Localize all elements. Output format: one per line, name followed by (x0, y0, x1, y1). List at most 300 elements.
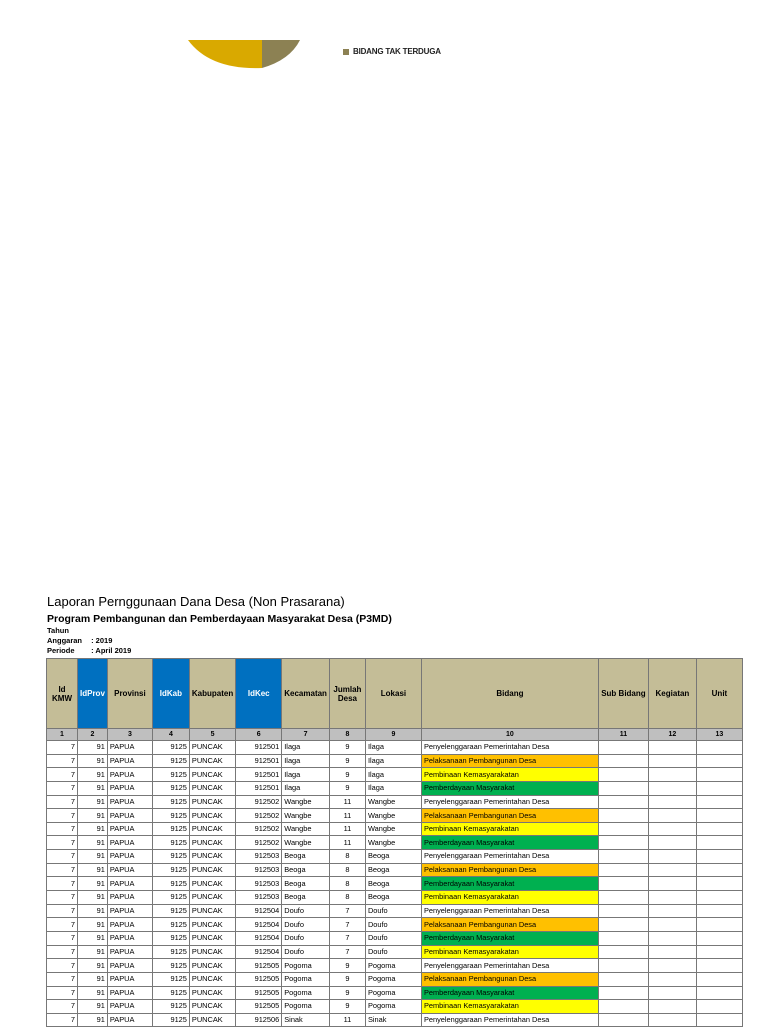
cell-bidang: Penyelenggaraan Pemerintahan Desa (421, 904, 598, 918)
cell-empty (648, 959, 696, 973)
cell-kab_id: 9125 (152, 863, 189, 877)
cell-prov: PAPUA (107, 904, 152, 918)
cell-kab: PUNCAK (189, 1013, 235, 1027)
cell-bidang: Pemberdayaan Masyarakat (421, 931, 598, 945)
cell-jml: 7 (329, 931, 365, 945)
cell-prov: PAPUA (107, 850, 152, 864)
cell-jml: 9 (329, 754, 365, 768)
cell-kec: Wangbe (282, 822, 330, 836)
cell-empty (598, 863, 648, 877)
cell-kec: Wangbe (282, 836, 330, 850)
cell-bidang: Pembinaan Kemasyarakatan (421, 768, 598, 782)
cell-kmw: 7 (47, 781, 78, 795)
cell-prov_id: 91 (78, 891, 108, 905)
cell-empty (598, 741, 648, 755)
cell-lokasi: Wangbe (365, 809, 421, 823)
column-number: 4 (152, 729, 189, 741)
cell-bidang: Pembinaan Kemasyarakatan (421, 822, 598, 836)
cell-kec: Beoga (282, 863, 330, 877)
cell-bidang: Pembinaan Kemasyarakatan (421, 945, 598, 959)
cell-bidang: Penyelenggaraan Pemerintahan Desa (421, 1013, 598, 1027)
table-row (47, 809, 743, 823)
cell-kab: PUNCAK (189, 809, 235, 823)
cell-empty (696, 741, 742, 755)
cell-kmw: 7 (47, 1013, 78, 1027)
pie-slice-olive (262, 40, 300, 68)
column-number: 9 (365, 729, 421, 741)
cell-kab_id: 9125 (152, 795, 189, 809)
cell-kab: PUNCAK (189, 850, 235, 864)
cell-lokasi: Pogoma (365, 986, 421, 1000)
cell-kab_id: 9125 (152, 1013, 189, 1027)
cell-prov_id: 91 (78, 1013, 108, 1027)
header-row (47, 659, 743, 729)
cell-empty (696, 822, 742, 836)
column-header: Sub Bidang (598, 659, 648, 729)
cell-empty (598, 754, 648, 768)
table-row (47, 754, 743, 768)
cell-empty (598, 809, 648, 823)
cell-bidang: Penyelenggaraan Pemerintahan Desa (421, 959, 598, 973)
table-row (47, 741, 743, 755)
cell-kec: Doufo (282, 904, 330, 918)
cell-kec: Wangbe (282, 809, 330, 823)
cell-kab: PUNCAK (189, 795, 235, 809)
cell-prov: PAPUA (107, 795, 152, 809)
table-row (47, 904, 743, 918)
cell-kec: Ilaga (282, 768, 330, 782)
cell-kmw: 7 (47, 795, 78, 809)
cell-kec_id: 912504 (236, 931, 282, 945)
cell-lokasi: Ilaga (365, 768, 421, 782)
report-subtitle: Program Pembangunan dan Pemberdayaan Masyarakat Desa (P3MD) (47, 613, 392, 625)
cell-kab_id: 9125 (152, 822, 189, 836)
cell-empty (696, 945, 742, 959)
cell-empty (696, 863, 742, 877)
cell-empty (696, 768, 742, 782)
cell-kab_id: 9125 (152, 850, 189, 864)
chart-legend (343, 47, 441, 56)
cell-kab: PUNCAK (189, 768, 235, 782)
cell-prov: PAPUA (107, 768, 152, 782)
cell-kab: PUNCAK (189, 904, 235, 918)
column-header: Provinsi (107, 659, 152, 729)
cell-jml: 9 (329, 972, 365, 986)
cell-empty (648, 768, 696, 782)
cell-kab: PUNCAK (189, 822, 235, 836)
cell-kab_id: 9125 (152, 945, 189, 959)
cell-kmw: 7 (47, 809, 78, 823)
table-row (47, 918, 743, 932)
cell-lokasi: Beoga (365, 863, 421, 877)
cell-kec: Pogoma (282, 1000, 330, 1014)
cell-kec_id: 912504 (236, 918, 282, 932)
cell-kec_id: 912501 (236, 741, 282, 755)
cell-kmw: 7 (47, 822, 78, 836)
cell-kec_id: 912502 (236, 795, 282, 809)
cell-empty (598, 1013, 648, 1027)
cell-prov: PAPUA (107, 1000, 152, 1014)
cell-lokasi: Pogoma (365, 1000, 421, 1014)
cell-kab: PUNCAK (189, 918, 235, 932)
table-row (47, 822, 743, 836)
cell-empty (648, 754, 696, 768)
cell-jml: 9 (329, 986, 365, 1000)
cell-bidang: Penyelenggaraan Pemerintahan Desa (421, 741, 598, 755)
column-number: 6 (236, 729, 282, 741)
cell-jml: 7 (329, 945, 365, 959)
cell-kec: Ilaga (282, 781, 330, 795)
cell-lokasi: Sinak (365, 1013, 421, 1027)
cell-empty (598, 972, 648, 986)
cell-empty (696, 986, 742, 1000)
cell-kab_id: 9125 (152, 781, 189, 795)
cell-kab: PUNCAK (189, 891, 235, 905)
cell-empty (696, 795, 742, 809)
cell-kec_id: 912502 (236, 809, 282, 823)
cell-kab: PUNCAK (189, 863, 235, 877)
cell-kec: Doufo (282, 931, 330, 945)
cell-jml: 8 (329, 891, 365, 905)
cell-empty (648, 945, 696, 959)
cell-kec: Pogoma (282, 972, 330, 986)
cell-kec_id: 912504 (236, 945, 282, 959)
cell-kab_id: 9125 (152, 904, 189, 918)
cell-kmw: 7 (47, 972, 78, 986)
cell-prov_id: 91 (78, 754, 108, 768)
cell-prov_id: 91 (78, 822, 108, 836)
cell-lokasi: Ilaga (365, 781, 421, 795)
cell-empty (648, 741, 696, 755)
cell-empty (648, 904, 696, 918)
cell-bidang: Pelaksanaan Pembangunan Desa (421, 754, 598, 768)
column-header: IdProv (78, 659, 108, 729)
cell-kab_id: 9125 (152, 741, 189, 755)
cell-kec_id: 912505 (236, 1000, 282, 1014)
column-header: Kabupaten (189, 659, 235, 729)
column-number: 3 (107, 729, 152, 741)
cell-prov: PAPUA (107, 891, 152, 905)
cell-bidang: Pelaksanaan Pembangunan Desa (421, 972, 598, 986)
cell-kec_id: 912505 (236, 986, 282, 1000)
cell-kab_id: 9125 (152, 891, 189, 905)
cell-jml: 11 (329, 809, 365, 823)
cell-kec_id: 912503 (236, 891, 282, 905)
column-header: Bidang (421, 659, 598, 729)
cell-empty (696, 904, 742, 918)
cell-lokasi: Wangbe (365, 795, 421, 809)
table-row (47, 768, 743, 782)
cell-prov_id: 91 (78, 945, 108, 959)
cell-jml: 11 (329, 836, 365, 850)
cell-prov: PAPUA (107, 754, 152, 768)
table-row (47, 945, 743, 959)
cell-jml: 8 (329, 850, 365, 864)
cell-empty (648, 877, 696, 891)
cell-kec: Sinak (282, 1013, 330, 1027)
cell-kec_id: 912502 (236, 836, 282, 850)
cell-kab_id: 9125 (152, 809, 189, 823)
table-row (47, 850, 743, 864)
cell-prov_id: 91 (78, 768, 108, 782)
column-number: 13 (696, 729, 742, 741)
column-header: Kegiatan (648, 659, 696, 729)
column-header: Unit (696, 659, 742, 729)
pie-slice-yellow (188, 40, 262, 68)
cell-kec: Pogoma (282, 986, 330, 1000)
cell-empty (696, 891, 742, 905)
cell-empty (696, 972, 742, 986)
cell-kec: Wangbe (282, 795, 330, 809)
cell-prov: PAPUA (107, 781, 152, 795)
cell-prov_id: 91 (78, 741, 108, 755)
data-table (46, 658, 743, 1027)
cell-empty (598, 931, 648, 945)
table-row (47, 986, 743, 1000)
cell-jml: 7 (329, 904, 365, 918)
table-row (47, 795, 743, 809)
column-header: Kecamatan (282, 659, 330, 729)
cell-kab: PUNCAK (189, 986, 235, 1000)
cell-kab_id: 9125 (152, 768, 189, 782)
cell-prov_id: 91 (78, 781, 108, 795)
cell-lokasi: Ilaga (365, 741, 421, 755)
cell-kec_id: 912501 (236, 781, 282, 795)
legend-swatch (343, 49, 349, 55)
cell-empty (598, 918, 648, 932)
column-number: 8 (329, 729, 365, 741)
cell-lokasi: Doufo (365, 945, 421, 959)
cell-prov: PAPUA (107, 822, 152, 836)
cell-prov_id: 91 (78, 809, 108, 823)
cell-kmw: 7 (47, 863, 78, 877)
cell-jml: 11 (329, 822, 365, 836)
cell-empty (648, 781, 696, 795)
column-number: 1 (47, 729, 78, 741)
cell-bidang: Penyelenggaraan Pemerintahan Desa (421, 795, 598, 809)
cell-kec_id: 912502 (236, 822, 282, 836)
cell-kmw: 7 (47, 1000, 78, 1014)
cell-kab_id: 9125 (152, 877, 189, 891)
cell-jml: 8 (329, 877, 365, 891)
cell-prov: PAPUA (107, 877, 152, 891)
cell-empty (696, 877, 742, 891)
cell-prov_id: 91 (78, 836, 108, 850)
cell-empty (648, 822, 696, 836)
cell-kec_id: 912506 (236, 1013, 282, 1027)
cell-empty (598, 904, 648, 918)
table-row (47, 959, 743, 973)
cell-kmw: 7 (47, 986, 78, 1000)
cell-empty (598, 768, 648, 782)
cell-lokasi: Doufo (365, 931, 421, 945)
cell-empty (648, 918, 696, 932)
cell-kmw: 7 (47, 904, 78, 918)
cell-bidang: Pemberdayaan Masyarakat (421, 836, 598, 850)
cell-kec: Beoga (282, 891, 330, 905)
cell-kmw: 7 (47, 891, 78, 905)
pie-chart-fragment (0, 0, 768, 80)
meta-periode (47, 646, 392, 656)
cell-prov: PAPUA (107, 836, 152, 850)
cell-prov: PAPUA (107, 959, 152, 973)
cell-empty (598, 850, 648, 864)
table-row (47, 836, 743, 850)
cell-empty (598, 986, 648, 1000)
column-number-row (47, 729, 743, 741)
cell-empty (598, 877, 648, 891)
cell-empty (696, 931, 742, 945)
cell-kec: Doufo (282, 918, 330, 932)
cell-kab: PUNCAK (189, 836, 235, 850)
cell-jml: 7 (329, 918, 365, 932)
cell-kmw: 7 (47, 959, 78, 973)
cell-empty (598, 795, 648, 809)
cell-kab: PUNCAK (189, 877, 235, 891)
cell-empty (696, 1013, 742, 1027)
cell-kab: PUNCAK (189, 945, 235, 959)
cell-kec_id: 912501 (236, 754, 282, 768)
cell-jml: 9 (329, 781, 365, 795)
column-number: 12 (648, 729, 696, 741)
cell-empty (598, 945, 648, 959)
cell-prov: PAPUA (107, 863, 152, 877)
cell-lokasi: Pogoma (365, 972, 421, 986)
cell-kab_id: 9125 (152, 918, 189, 932)
cell-lokasi: Doufo (365, 918, 421, 932)
cell-kab: PUNCAK (189, 1000, 235, 1014)
cell-kec: Ilaga (282, 754, 330, 768)
column-number: 7 (282, 729, 330, 741)
cell-prov_id: 91 (78, 972, 108, 986)
meta-periode-value: : April 2019 (91, 646, 132, 655)
cell-bidang: Pelaksanaan Pembangunan Desa (421, 809, 598, 823)
meta-tahun-label: Tahun Anggaran (47, 626, 83, 645)
cell-prov_id: 91 (78, 877, 108, 891)
cell-prov_id: 91 (78, 850, 108, 864)
cell-jml: 11 (329, 1013, 365, 1027)
cell-prov_id: 91 (78, 931, 108, 945)
cell-bidang: Pelaksanaan Pembangunan Desa (421, 863, 598, 877)
cell-jml: 8 (329, 863, 365, 877)
cell-kec_id: 912505 (236, 959, 282, 973)
cell-empty (696, 836, 742, 850)
cell-empty (598, 822, 648, 836)
cell-prov: PAPUA (107, 986, 152, 1000)
column-number: 5 (189, 729, 235, 741)
cell-empty (696, 754, 742, 768)
cell-kab_id: 9125 (152, 754, 189, 768)
cell-empty (598, 836, 648, 850)
cell-kmw: 7 (47, 741, 78, 755)
cell-empty (696, 850, 742, 864)
cell-lokasi: Beoga (365, 850, 421, 864)
cell-kec: Pogoma (282, 959, 330, 973)
cell-kmw: 7 (47, 768, 78, 782)
cell-lokasi: Wangbe (365, 836, 421, 850)
cell-kab: PUNCAK (189, 754, 235, 768)
cell-kmw: 7 (47, 931, 78, 945)
cell-empty (648, 986, 696, 1000)
cell-prov_id: 91 (78, 904, 108, 918)
table-row (47, 891, 743, 905)
column-header: Jumlah Desa (329, 659, 365, 729)
cell-empty (648, 891, 696, 905)
meta-tahun-value: : 2019 (91, 636, 113, 645)
cell-kmw: 7 (47, 918, 78, 932)
cell-empty (696, 959, 742, 973)
cell-bidang: Pemberdayaan Masyarakat (421, 986, 598, 1000)
cell-prov: PAPUA (107, 945, 152, 959)
column-header: Id KMW (47, 659, 78, 729)
table-row (47, 931, 743, 945)
cell-prov: PAPUA (107, 918, 152, 932)
cell-kec_id: 912503 (236, 863, 282, 877)
table-row (47, 1013, 743, 1027)
cell-kmw: 7 (47, 850, 78, 864)
table-row (47, 781, 743, 795)
cell-prov: PAPUA (107, 931, 152, 945)
cell-empty (648, 836, 696, 850)
cell-empty (696, 809, 742, 823)
cell-kab: PUNCAK (189, 741, 235, 755)
cell-kec: Doufo (282, 945, 330, 959)
column-header: Lokasi (365, 659, 421, 729)
cell-kec_id: 912501 (236, 768, 282, 782)
cell-jml: 9 (329, 1000, 365, 1014)
cell-empty (696, 918, 742, 932)
cell-lokasi: Beoga (365, 891, 421, 905)
cell-kab: PUNCAK (189, 972, 235, 986)
cell-jml: 9 (329, 768, 365, 782)
column-number: 10 (421, 729, 598, 741)
cell-empty (648, 863, 696, 877)
cell-kab: PUNCAK (189, 959, 235, 973)
cell-kab_id: 9125 (152, 986, 189, 1000)
cell-kmw: 7 (47, 754, 78, 768)
cell-kec_id: 912505 (236, 972, 282, 986)
cell-jml: 9 (329, 959, 365, 973)
column-header: IdKab (152, 659, 189, 729)
cell-empty (648, 850, 696, 864)
cell-prov_id: 91 (78, 986, 108, 1000)
table-row (47, 863, 743, 877)
cell-prov: PAPUA (107, 741, 152, 755)
cell-kab_id: 9125 (152, 1000, 189, 1014)
cell-empty (648, 1000, 696, 1014)
cell-kec_id: 912503 (236, 877, 282, 891)
cell-prov: PAPUA (107, 809, 152, 823)
cell-kec_id: 912503 (236, 850, 282, 864)
cell-bidang: Pembinaan Kemasyarakatan (421, 1000, 598, 1014)
cell-bidang: Pembinaan Kemasyarakatan (421, 891, 598, 905)
cell-empty (648, 972, 696, 986)
cell-empty (648, 931, 696, 945)
column-number: 11 (598, 729, 648, 741)
table-body (47, 741, 743, 1027)
report-title: Laporan Pernggunaan Dana Desa (Non Prasarana) (47, 594, 345, 609)
cell-prov_id: 91 (78, 1000, 108, 1014)
cell-empty (598, 781, 648, 795)
cell-kec: Beoga (282, 877, 330, 891)
cell-prov_id: 91 (78, 918, 108, 932)
cell-kab: PUNCAK (189, 781, 235, 795)
cell-bidang: Penyelenggaraan Pemerintahan Desa (421, 850, 598, 864)
cell-prov: PAPUA (107, 1013, 152, 1027)
cell-lokasi: Wangbe (365, 822, 421, 836)
column-header: IdKec (236, 659, 282, 729)
cell-empty (696, 781, 742, 795)
